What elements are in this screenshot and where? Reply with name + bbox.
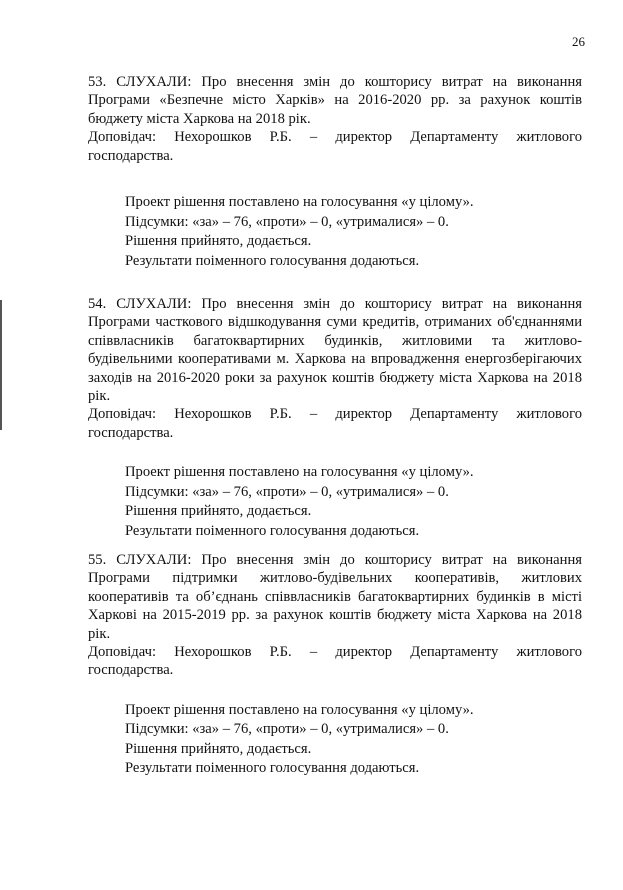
vote-line: Рішення прийнято, додається. (125, 740, 312, 757)
vote-block (125, 463, 582, 541)
vote-line: Підсумки: «за» – 76, «проти» – 0, «утрималися» – 0. (125, 213, 449, 230)
vote-block (125, 193, 582, 271)
scan-edge-mark (0, 300, 2, 430)
page-number: 26 (572, 34, 585, 49)
vote-line: Рішення прийнято, додається. (125, 233, 312, 250)
vote-line: Результати поіменного голосування додаються. (125, 522, 420, 539)
agenda-item-55 (88, 551, 582, 779)
item-text: Про внесення змін до кошторису витрат на виконання Програми підтримки житлово-будівельних кооперативів, житлових кооперативів та об’єднань співвласників багатоквартирних будинків в місті Харкові на 2015-2019 рр. за рахунок коштів бюджету міста Харкова на 2018 рік. (88, 552, 582, 642)
vote-block (125, 701, 582, 779)
item-paragraph (88, 295, 582, 405)
item-heading: 53. СЛУХАЛИ: (88, 74, 192, 90)
vote-line: Проект рішення поставлено на голосування «у цілому». (125, 464, 474, 481)
agenda-item-53 (88, 73, 582, 271)
speaker-line: Доповідач: Нехорошков Р.Б. – директор Департаменту житлового господарства. (88, 129, 582, 164)
vote-line: Рішення прийнято, додається. (125, 503, 312, 520)
vote-line: Результати поіменного голосування додаються. (125, 252, 420, 269)
item-heading: 55. СЛУХАЛИ: (88, 552, 192, 568)
agenda-item-54 (88, 295, 582, 541)
item-text: Про внесення змін до кошторису витрат на виконання Програми «Безпечне місто Харків» на 2016-2020 рр. за рахунок коштів бюджету міста Харкова на 2018 рік. (88, 74, 582, 127)
vote-line: Результати поіменного голосування додаються. (125, 760, 420, 777)
vote-line: Проект рішення поставлено на голосування «у цілому». (125, 194, 474, 211)
item-text: Про внесення змін до кошторису витрат на виконання Програми часткового відшкодування суми кредитів, отриманих об'єднаннями співвласників багатоквартирних будинків, житловими та житлово-будівельними кооперативами м. Харкова на впровадження енергозберігаючих заходів на 2016-2020 роки за рахунок коштів бюджету міста Харкова на 2018 рік. (88, 296, 582, 405)
vote-line: Підсумки: «за» – 76, «проти» – 0, «утрималися» – 0. (125, 483, 449, 500)
item-heading: 54. СЛУХАЛИ: (88, 296, 192, 312)
speaker-line: Доповідач: Нехорошков Р.Б. – директор Департаменту житлового господарства. (88, 644, 582, 679)
vote-line: Проект рішення поставлено на голосування «у цілому». (125, 701, 474, 718)
item-paragraph (88, 73, 582, 128)
item-paragraph (88, 551, 582, 643)
speaker-line: Доповідач: Нехорошков Р.Б. – директор Департаменту житлового господарства. (88, 406, 582, 441)
vote-line: Підсумки: «за» – 76, «проти» – 0, «утрималися» – 0. (125, 721, 449, 738)
